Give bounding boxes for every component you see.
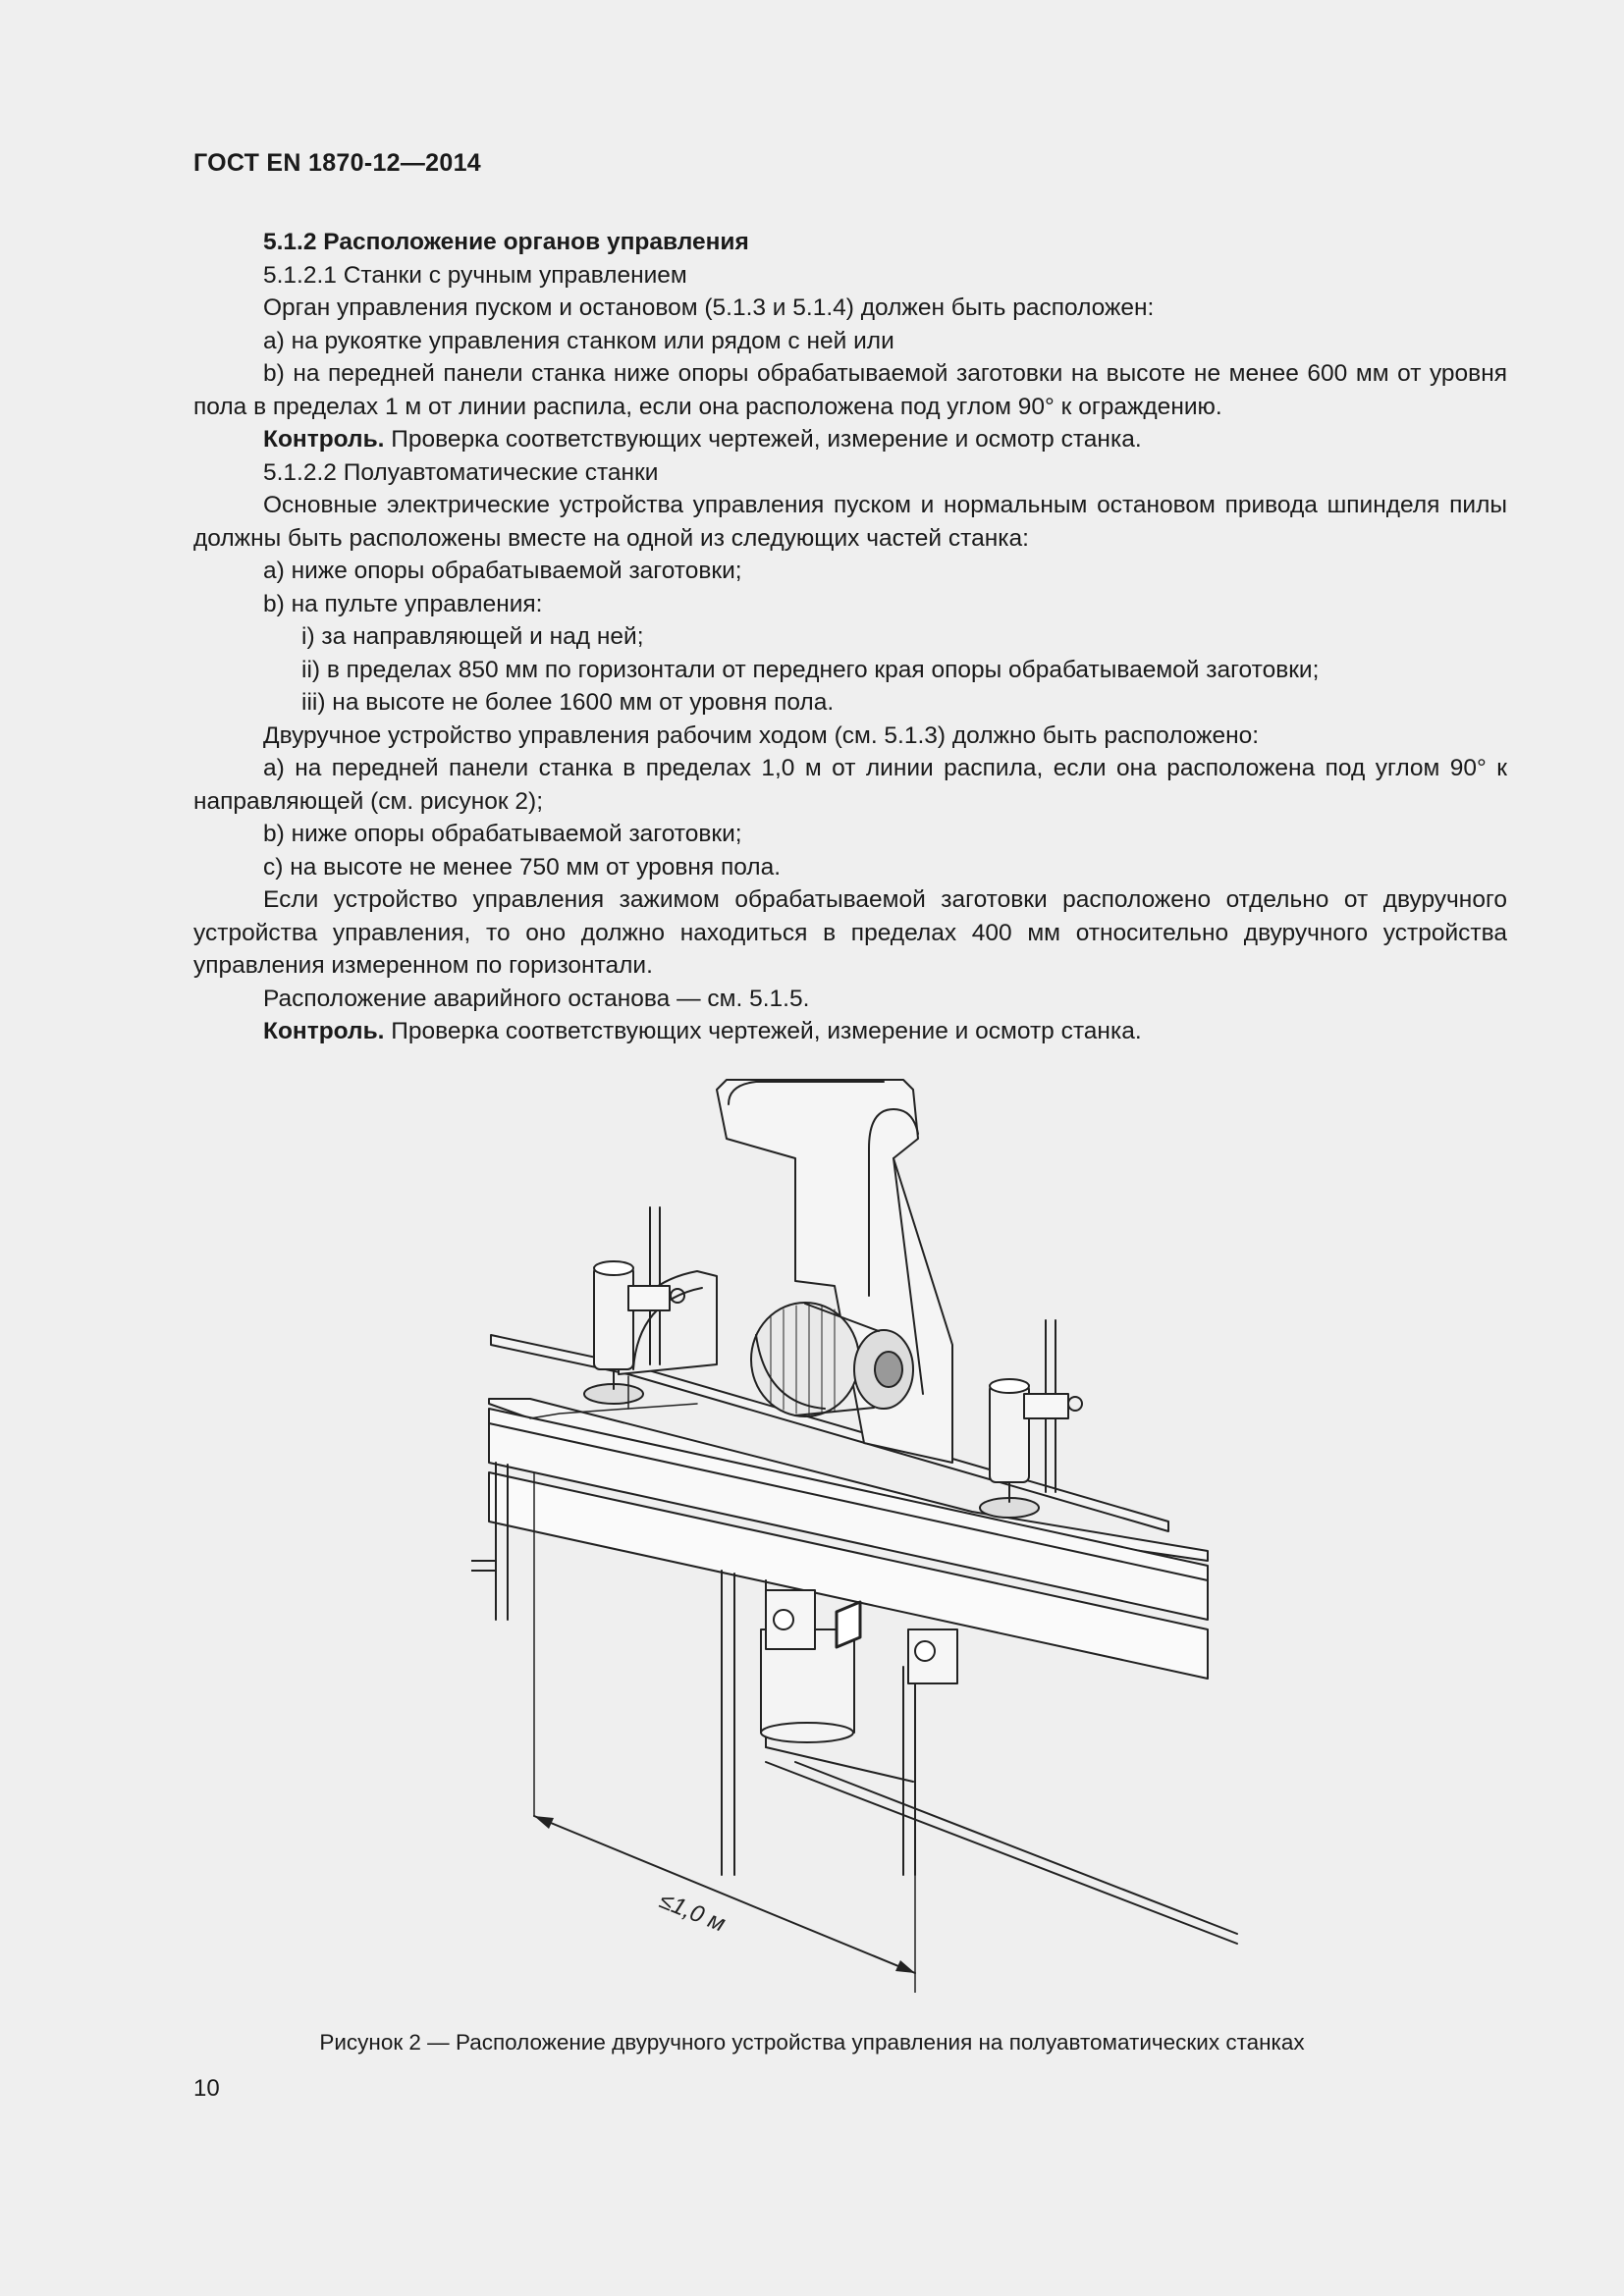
document-body — [193, 226, 1507, 1048]
paragraph: Если устройство управления зажимом обрабатываемой заготовки расположено отдельно от двуручного устройства управления, то оно должно находиться в пределах 400 мм относительно двуручного устройства управления измеренном по горизонтали. — [193, 886, 1507, 979]
list-item: b) на передней панели станка ниже опоры обрабатываемой заготовки на высоте не менее 600 мм от уровня пола в пределах 1 м от линии распила, если она расположена под углом 90° к ограждению. — [193, 360, 1507, 420]
page-number: 10 — [193, 2075, 220, 2102]
control-plate — [837, 1602, 860, 1647]
section-heading: 5.1.2 Расположение органов управления — [263, 229, 749, 255]
subsection-title-semiauto: 5.1.2.2 Полуавтоматические станки — [263, 458, 659, 486]
control-paragraph — [193, 1015, 1507, 1048]
dimension-label: ≤1,0 м — [655, 1887, 730, 1938]
paragraph: Расположение аварийного останова — см. 5.1.5. — [263, 985, 810, 1012]
paragraph: Орган управления пуском и остановом (5.1.3 и 5.1.4) должен быть расположен: — [263, 294, 1155, 321]
saw-machine-drawing — [471, 1070, 1257, 1993]
list-item: b) ниже опоры обрабатываемой заготовки; — [263, 821, 742, 847]
list-item: a) ниже опоры обрабатываемой заготовки; — [263, 558, 742, 584]
sub-list-item: iii) на высоте не более 1600 мм от уровня пола. — [301, 689, 835, 716]
list-item: a) на рукоятке управления станком или рядом с ней или — [263, 327, 894, 354]
subsection-title-manual: 5.1.2.1 Станки с ручным управлением — [263, 261, 687, 289]
control-text: Проверка соответствующих чертежей, измерение и осмотр станка. — [384, 426, 1142, 453]
sub-list-item: i) за направляющей и над ней; — [301, 623, 644, 650]
control-label: Контроль. — [263, 426, 385, 453]
spindle-motor — [751, 1303, 859, 1416]
control-paragraph — [193, 423, 1507, 456]
clamp-left-cylinder — [594, 1266, 633, 1369]
list-item: c) на высоте не менее 750 мм от уровня пола. — [263, 853, 782, 881]
figure-caption: Рисунок 2 — Расположение двуручного устройства управления на полуавтоматических станках — [319, 2030, 1305, 2055]
machine-figure — [471, 1070, 1257, 1993]
dimension-arrow — [534, 1816, 915, 1973]
document-code: ГОСТ EN 1870-12—2014 — [193, 149, 481, 177]
paragraph: Основные электрические устройства управления пуском и нормальным остановом привода шпинделя пилы должны быть расположены вместе на одной из следующих частей станка: — [193, 492, 1507, 552]
paragraph: Двуручное устройство управления рабочим ходом (см. 5.1.3) должно быть расположено: — [263, 721, 1260, 749]
sub-list-item: ii) в пределах 850 мм по горизонтали от переднего края опоры обрабатываемой заготовки; — [301, 656, 1320, 683]
list-item: a) на передней панели станка в пределах 1,0 м от линии распила, если она расположена под углом 90° к направляющей (см. рисунок 2); — [193, 755, 1507, 815]
list-item: b) на пульте управления: — [263, 590, 543, 617]
control-label: Контроль. — [263, 1018, 385, 1044]
control-text: Проверка соответствующих чертежей, измерение и осмотр станка. — [384, 1018, 1142, 1044]
